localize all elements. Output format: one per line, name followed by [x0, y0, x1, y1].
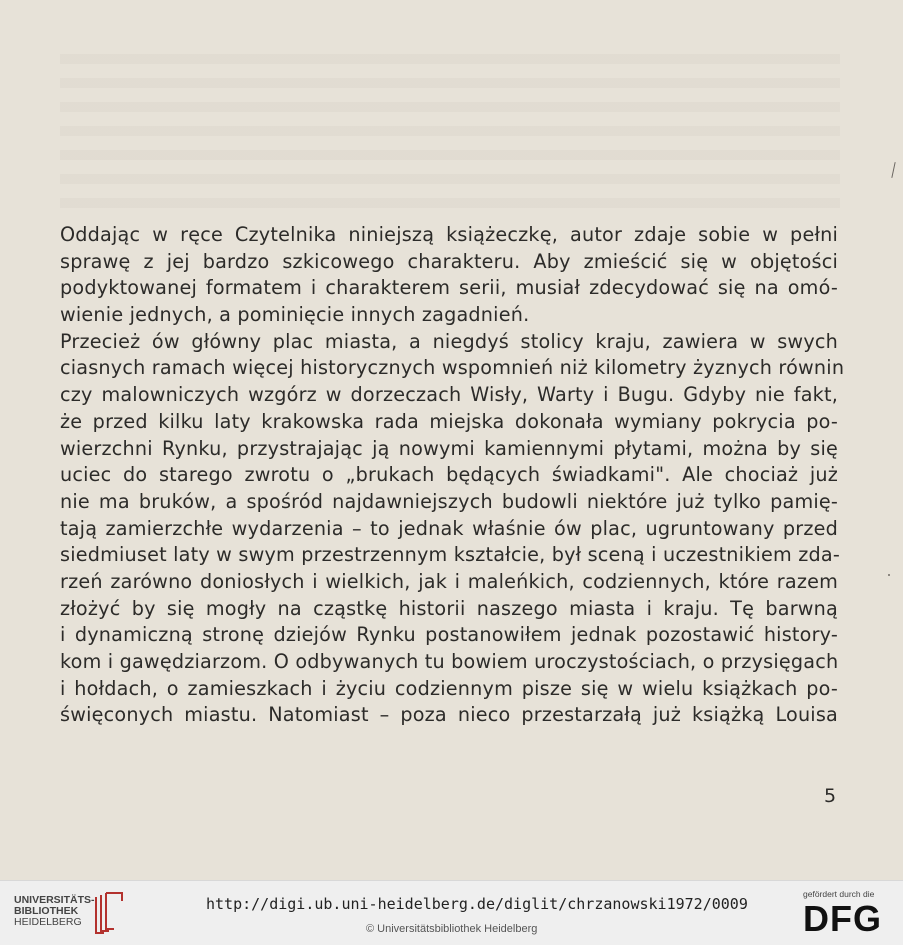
text-line: uciec do starego zwrotu o „brukach będących świadkami". Ale chociaż już [60, 463, 838, 487]
text-line: podyktowanej formatem i charakterem serii, musiał zdecydować się na omó- [60, 276, 838, 300]
library-logo-icon[interactable] [92, 889, 126, 935]
text-line: święconych miastu. Natomiast – poza nieco przestarzałą już książką Louisa [60, 703, 838, 727]
text-line: czy malowniczych wzgórz w dorzeczach Wisły, Warty i Bugu. Gdyby nie fakt, [60, 383, 838, 407]
text-line: ciasnych ramach więcej historycznych wspomnień niż kilometry żyznych równin [60, 356, 845, 380]
footer-bar [0, 880, 903, 945]
library-name-line: BIBLIOTHEK [14, 905, 79, 917]
paper-speck [888, 574, 890, 576]
text-line: wienie jednych, a pominięcie innych zagadnień. [60, 303, 530, 327]
text-line: Przecież ów główny plac miasta, a niegdyś stolicy kraju, zawiera w swych [60, 329, 838, 353]
text-line: rzeń zarówno doniosłych i wielkich, jak i maleńkich, codziennych, które razem [60, 569, 838, 593]
library-name-line: UNIVERSITÄTS- [14, 894, 95, 906]
page-number: 5 [824, 785, 837, 807]
paper-mark [891, 162, 895, 178]
library-logo-text[interactable] [14, 895, 95, 928]
dfg-logo[interactable]: DFG [803, 898, 882, 939]
text-line: Oddając w ręce Czytelnika niniejszą książeczkę, autor zdaje sobie w pełni [60, 223, 838, 246]
text-line: że przed kilku laty krakowska rada miejska dokonała wymiany pokrycia po- [60, 409, 838, 433]
text-line: i hołdach, o zamieszkach i życiu codziennym pisze się w wielu książkach po- [60, 676, 838, 700]
body-text [60, 222, 845, 729]
text-line: kom i gawędziarzom. O odbywanych tu bowiem uroczystościach, o przysięgach [60, 650, 839, 673]
library-name-line: HEIDELBERG [14, 916, 82, 928]
copyright-text: © Universitätsbibliothek Heidelberg [366, 923, 538, 935]
text-line: nie ma bruków, a spośród najdawniejszych budowli niektóre już tylko pamię- [60, 489, 838, 513]
show-through-text [60, 40, 840, 210]
permalink-url[interactable]: http://digi.ub.uni-heidelberg.de/diglit/chrzanowski1972/0009 [206, 895, 748, 913]
text-line: sprawę z jej bardzo szkicowego charakteru. Aby zmieścić się w objętości [60, 249, 838, 273]
text-line: i dynamiczną stronę dziejów Rynku postanowiłem jednak pozostawić history- [60, 623, 838, 647]
text-line: siedmiuset laty w swym przestrzennym kształcie, był sceną i uczestnikiem zda- [60, 543, 840, 567]
text-line: złożyć by się mogły na cząstkę historii naszego miasta i kraju. Tę barwną [60, 596, 838, 620]
text-line: tają zamierzchłe wydarzenia – to jednak właśnie ów plac, ugruntowany przed [60, 516, 838, 540]
funder-label: gefördert durch die [803, 889, 875, 899]
text-line: wierzchni Rynku, przystrajając ją nowymi kamiennymi płytami, można by się [60, 436, 838, 460]
